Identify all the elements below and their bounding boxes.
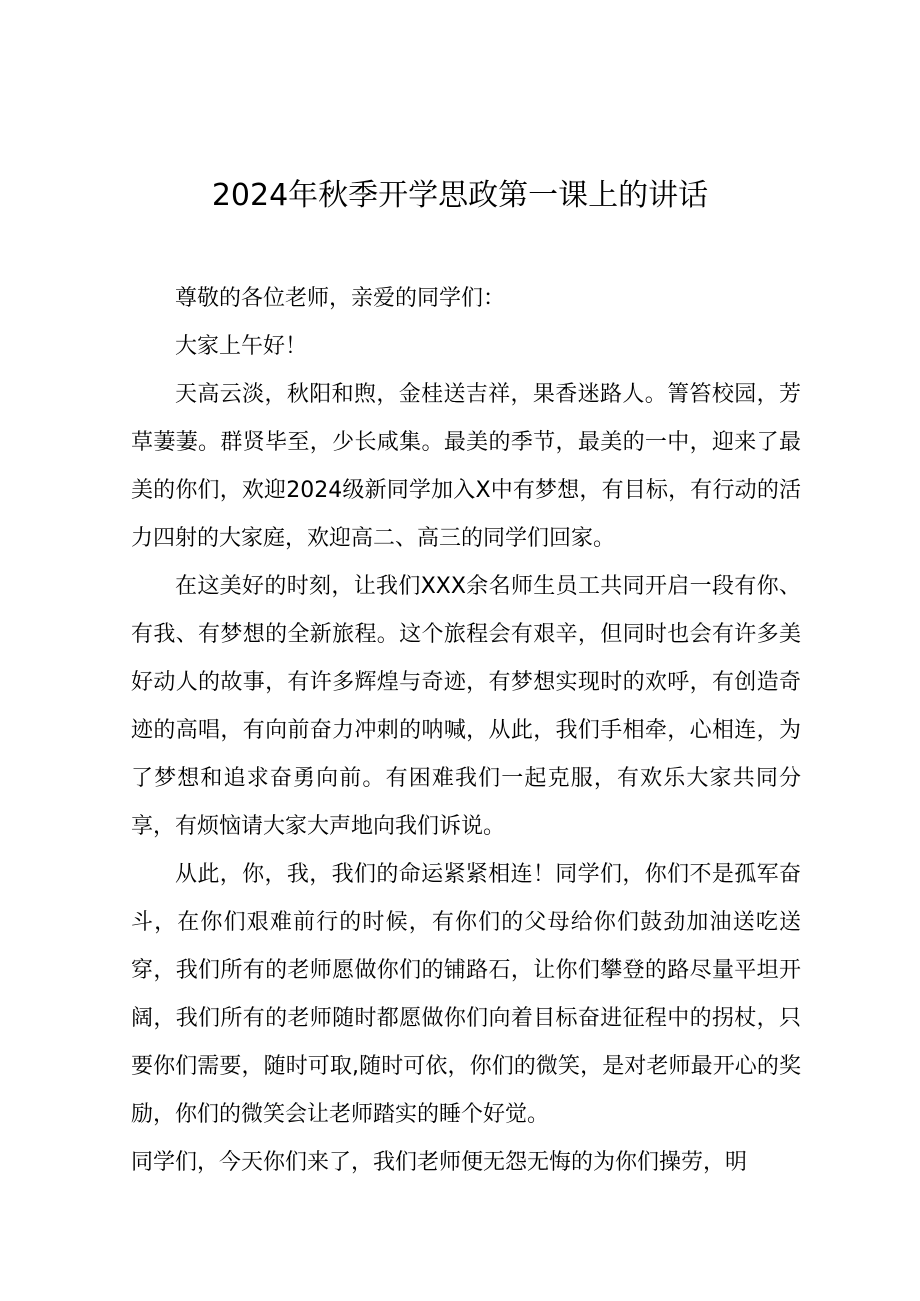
paragraph-salutation: 尊敬的各位老师，亲爱的同学们： (175, 286, 506, 311)
document-body (131, 275, 801, 1187)
paragraph-destiny: 从此，你，我，我们的命运紧紧相连！同学们，你们不是孤军奋斗，在你们艰难前行的时候，有你们的父母给你们鼓劲加油送吃送穿，我们所有的老师愿做你们的铺路石，让你们攀登的路尽量平坦开阔，我们所有的老师随时都愿做你们向着目标奋进征程中的拐杖，只要你们需要，随时可取,随时可依，你们的微笑，是对老师最开心的奖励，你们的微笑会让老师踏实的睡个好觉。 (131, 862, 801, 1127)
paragraph-welcome: 天高云淡，秋阳和煦，金桂送吉祥，果香迷路人。箐笞校园，芳草萋萋。群贤毕至，少长咸集。最美的季节，最美的一中，迎来了最美的你们，欢迎2024级新同学加入X中有梦想，有目标，有行动的活力四射的大家庭，欢迎高二、高三的同学们回家。 (131, 382, 801, 551)
document-title: 2024年秋季开学思政第一课上的讲话 (211, 178, 709, 213)
paragraph-greeting: 大家上午好！ (175, 334, 308, 359)
paragraph-continuation: 同学们，今天你们来了，我们老师便无怨无悔的为你们操劳，明 (131, 1150, 748, 1175)
paragraph-journey: 在这美好的时刻，让我们XXX余名师生员工共同开启一段有你、有我、有梦想的全新旅程。这个旅程会有艰辛，但同时也会有许多美好动人的故事，有许多辉煌与奇迹，有梦想实现时的欢呼，有创造奇迹的高唱，有向前奋力冲刺的呐喊，从此，我们手相牵，心相连，为了梦想和追求奋勇向前。有困难我们一起克服，有欢乐大家共同分享，有烦恼请大家大声地向我们诉说。 (131, 574, 801, 839)
